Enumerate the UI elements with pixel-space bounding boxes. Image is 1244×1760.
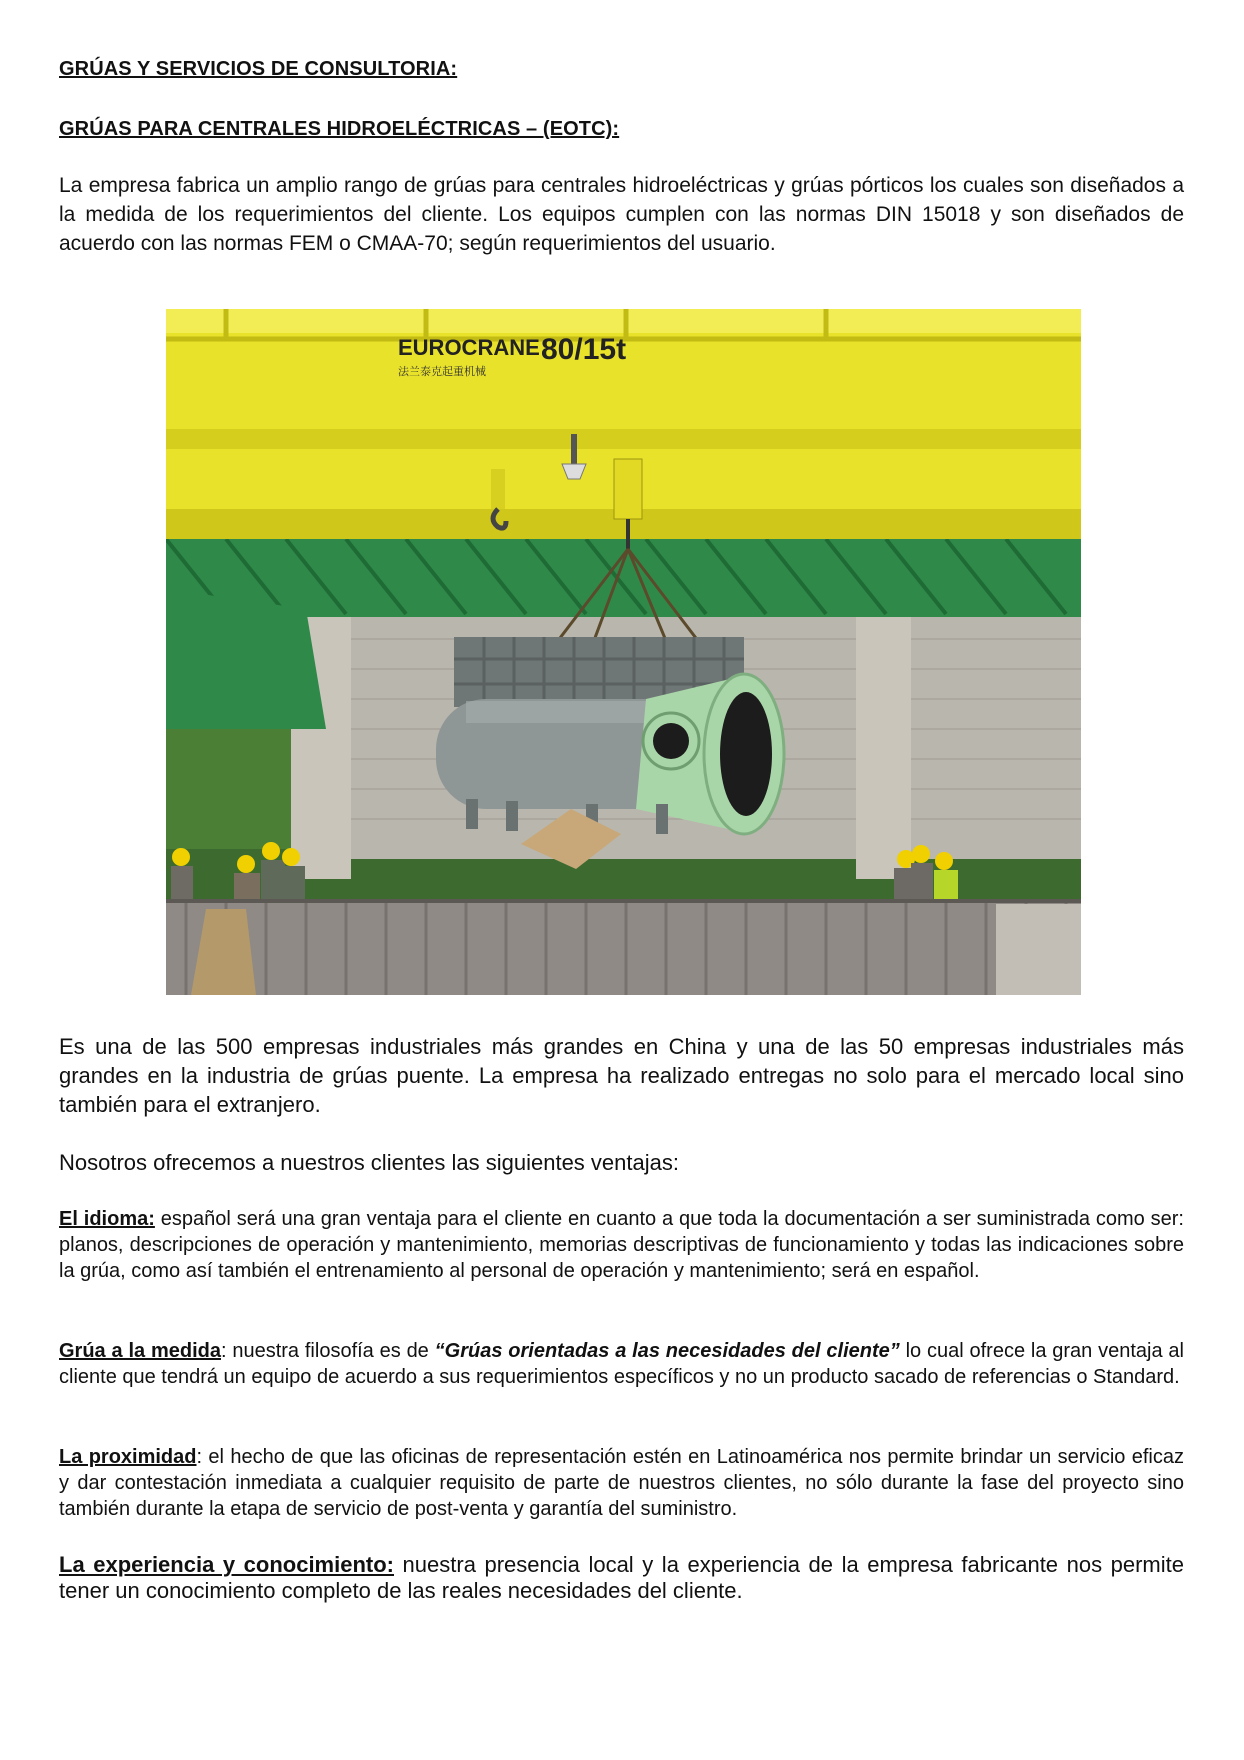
advantage-experience-label: La experiencia y conocimiento: (59, 1552, 394, 1577)
advantage-custom-label: Grúa a la medida (59, 1340, 221, 1362)
foreground-fence (166, 899, 1081, 995)
company-paragraph: Es una de las 500 empresas industriales más grandes en China y una de las 50 empresas industriales más grandes en la industria de grúas puente. La empresa ha realizado entregas no solo para el mercado local sino también para el extranjero. (59, 1034, 1184, 1117)
crane-capacity-text: 80/15t (541, 333, 627, 366)
page-title: GRÚAS Y SERVICIOS DE CONSULTORIA: (59, 58, 458, 80)
advantage-custom-sep: : nuestra filosofía es de (220, 1340, 435, 1362)
advantage-experience-text: nuestra presencia local y la experiencia de la empresa fabricante nos permite tener un conocimiento completo de las reales necesidades del cliente. (59, 1552, 1184, 1603)
advantage-language-text: español será una gran ventaja para el cliente en cuanto a que toda la documentación a ser suministrada como ser: planos, descripciones de operación y mantenimiento, memorias descriptivas de funcionamiento y todas las indicaciones sobre la grúa, como así también el entrenamiento al personal de operación y mantenimiento; será en español. (59, 1208, 1184, 1282)
advantage-proximity-label: La proximidad (59, 1446, 197, 1468)
crane-photo (166, 309, 1081, 995)
advantage-language (59, 1206, 1184, 1284)
advantage-proximity (59, 1444, 1184, 1522)
section-heading: GRÚAS PARA CENTRALES HIDROELÉCTRICAS – (EOTC): (59, 118, 620, 140)
crane-subtext: 法兰泰克起重机械 (398, 365, 486, 378)
crane-brand-text: EUROCRANE (398, 335, 540, 360)
advantage-custom (59, 1338, 1184, 1390)
green-truss (166, 537, 1081, 617)
advantages-intro: Nosotros ofrecemos a nuestros clientes las siguientes ventajas: (59, 1150, 679, 1175)
advantage-language-label: El idioma: (59, 1208, 155, 1230)
advantage-proximity-text: : el hecho de que las oficinas de representación estén en Latinoamérica nos permite brindar un servicio eficaz y dar contestación inmediata a cualquier requisito de parte de nuestros clientes, no sólo durante la fase del proyecto sino también durante la etapa de servicio de post-venta y garantía del suministro. (59, 1446, 1184, 1520)
advantage-custom-quote: “Grúas orientadas a las necesidades del cliente” (434, 1340, 900, 1362)
concrete-pillar-right (856, 609, 911, 879)
intro-paragraph: La empresa fabrica un amplio rango de grúas para centrales hidroeléctricas y grúas pórticos los cuales son diseñados a la medida de los requerimientos del cliente. Los equipos cumplen con las normas DIN 15018 y son diseñados de acuerdo con las normas FEM o CMAA-70; según requerimientos del usuario. (59, 174, 1184, 255)
advantage-custom-text: lo cual ofrece la gran ventaja al cliente que tendrá un equipo de acuerdo a sus requerimientos específicos y no un producto sacado de referencias o Standard. (59, 1340, 1185, 1388)
advantage-experience (59, 1552, 1184, 1604)
